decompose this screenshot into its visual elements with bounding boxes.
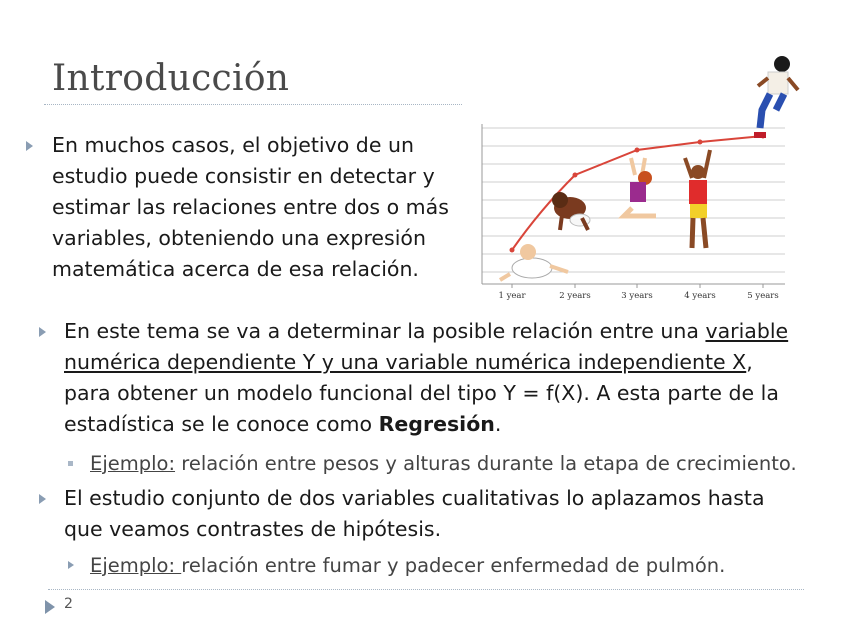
x-tick-label: 4 years bbox=[684, 291, 716, 301]
x-tick-label: 2 years bbox=[559, 291, 591, 301]
footer-arrow-icon bbox=[45, 600, 55, 614]
x-tick-label: 3 years bbox=[621, 291, 653, 301]
bullet-arrow-icon bbox=[26, 141, 33, 151]
chart-x-ticks bbox=[512, 284, 763, 288]
bullet-1-line: variables, obteniendo una expresión bbox=[52, 226, 426, 250]
x-tick-label: 5 years bbox=[747, 291, 779, 301]
bullet-1-line: En muchos casos, el objetivo de un bbox=[52, 133, 414, 157]
sitting-child-icon bbox=[624, 158, 656, 216]
bullet-arrow-icon bbox=[39, 327, 46, 337]
bullet-1-line: estudio puede consistir en detectar y bbox=[52, 164, 435, 188]
bullet-1-line: estimar las relaciones entre dos o más bbox=[52, 195, 449, 219]
bullet-arrow-icon bbox=[39, 494, 46, 504]
standing-child-icon bbox=[685, 150, 710, 248]
example-2-text: Ejemplo: relación entre fumar y padecer enfermedad de pulmón. bbox=[90, 554, 726, 577]
bullet-3-text: El estudio conjunto de dos variables cualitativas lo aplazamos hasta que veamos contrastes de hipótesis. bbox=[64, 486, 765, 541]
sub-bullet-arrow-icon bbox=[68, 561, 74, 569]
crawling-child-icon bbox=[552, 192, 590, 230]
example-1-text: Ejemplo: relación entre pesos y alturas durante la etapa de crecimiento. bbox=[90, 452, 797, 475]
title-divider bbox=[44, 104, 462, 105]
slide-title: Introducción bbox=[52, 58, 290, 99]
jumping-child-icon bbox=[754, 56, 798, 138]
x-tick-label: 1 year bbox=[498, 291, 526, 301]
page-number: 2 bbox=[64, 596, 73, 612]
bullet-1-text bbox=[52, 130, 472, 285]
footer-divider bbox=[48, 589, 804, 590]
bullet-1-line: matemática acerca de esa relación. bbox=[52, 257, 419, 281]
bullet-2-text: En este tema se va a determinar la posible relación entre una variable numérica dependiente Y y una variable numérica independiente X, para obtener un modelo funcional del tipo Y = f(X). A esta parte de la estadística se le conoce como Regresión. bbox=[64, 319, 789, 436]
growth-chart-illustration bbox=[470, 50, 815, 310]
sub-bullet-square-icon bbox=[68, 461, 73, 466]
